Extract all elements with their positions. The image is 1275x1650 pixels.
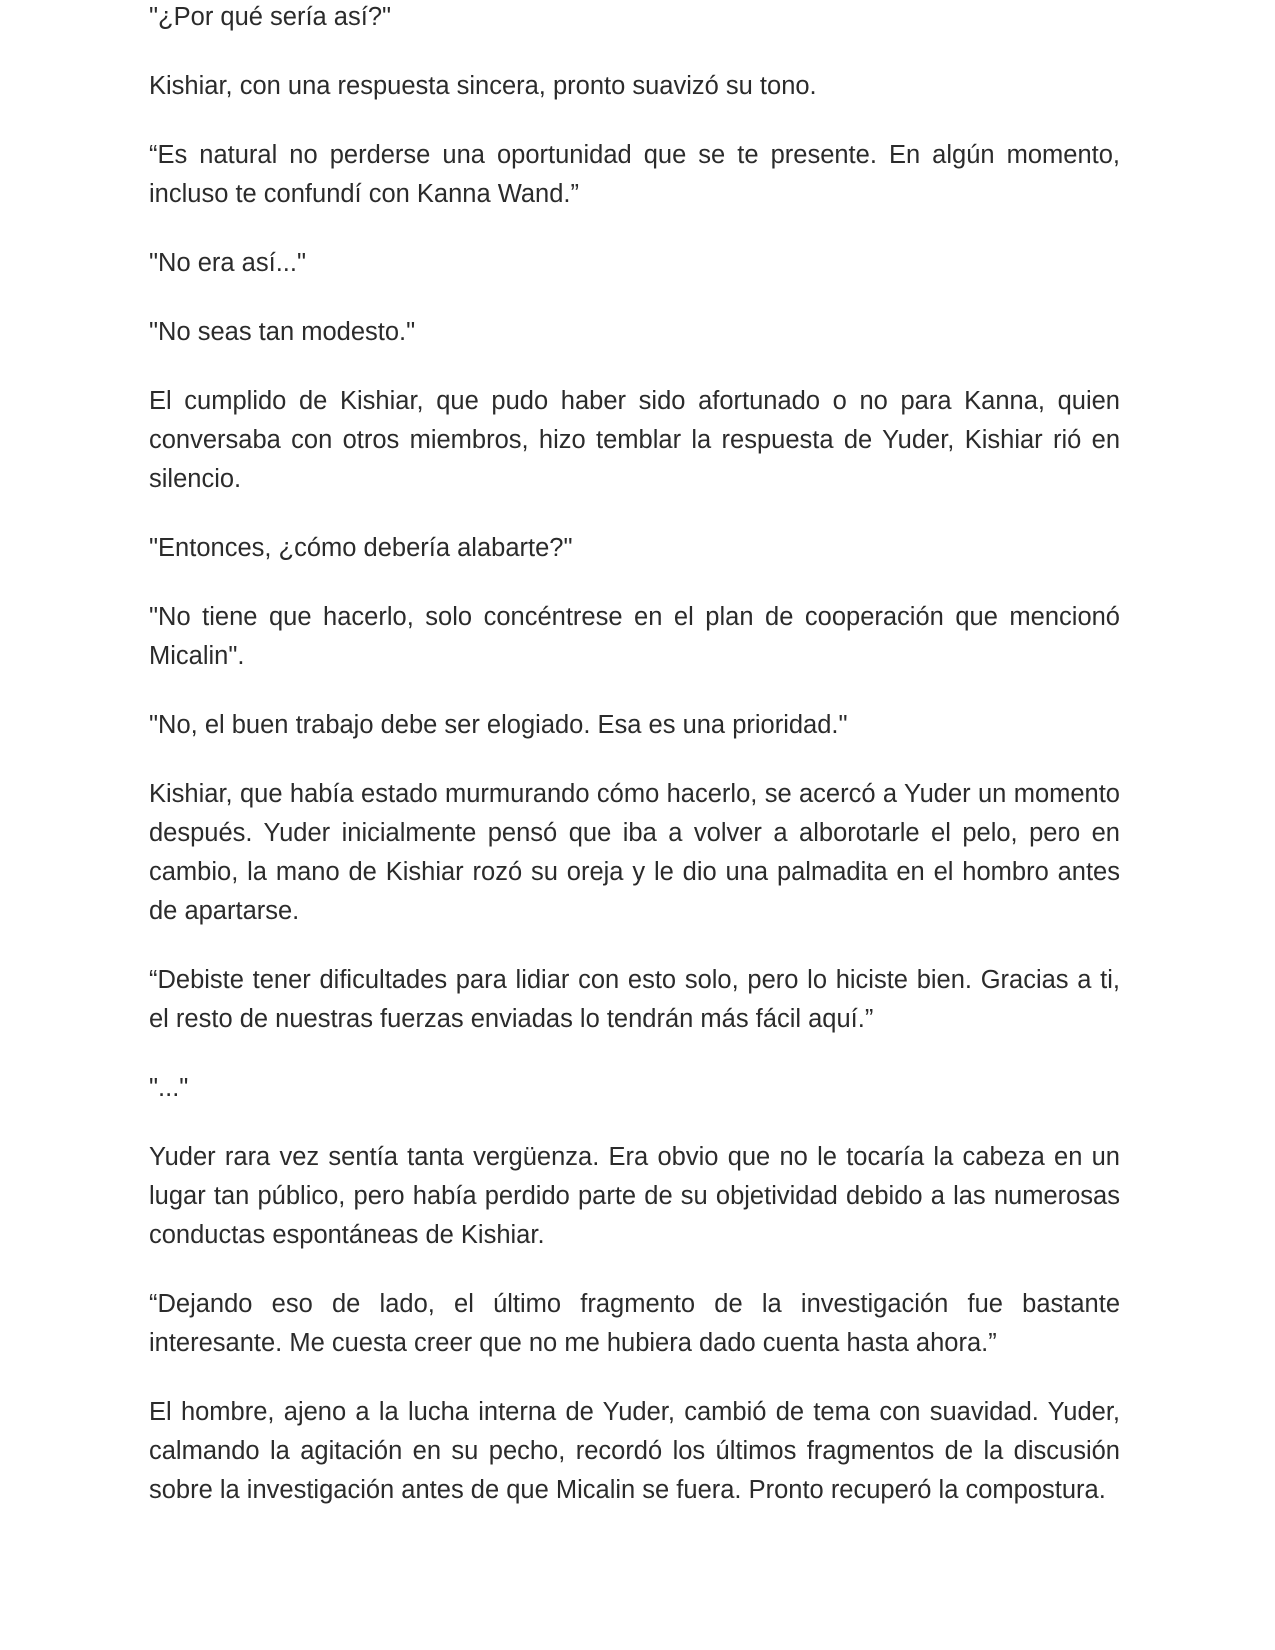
paragraph: "¿Por qué sería así?" (149, 3, 392, 31)
paragraph: Kishiar, que había estado murmurando cómo hacerlo, se acercó a Yuder un momento después. Yuder inicialmente pensó que iba a volver a alborotarle el pelo, pero en cambio, la mano de Kishiar rozó su oreja y le dio una palmadita en el hombro antes de apartarse. (149, 780, 1120, 925)
paragraph: "No tiene que hacerlo, solo concéntrese en el plan de cooperación que mencionó Micalin". (149, 603, 1120, 670)
paragraph: “Es natural no perderse una oportunidad que se te presente. En algún momento, incluso te confundí con Kanna Wand.” (149, 141, 1120, 208)
paragraph: "No seas tan modesto." (149, 318, 416, 346)
paragraph: “Dejando eso de lado, el último fragmento de la investigación fue bastante interesante. Me cuesta creer que no me hubiera dado cuenta hasta ahora.” (149, 1290, 1120, 1357)
paragraph: Kishiar, con una respuesta sincera, pronto suavizó su tono. (149, 72, 817, 100)
document-page (149, 0, 1120, 1540)
paragraph: "Entonces, ¿cómo debería alabarte?" (149, 534, 573, 562)
paragraph: El cumplido de Kishiar, que pudo haber sido afortunado o no para Kanna, quien conversaba con otros miembros, hizo temblar la respuesta de Yuder, Kishiar rió en silencio. (149, 387, 1120, 493)
paragraph: “Debiste tener dificultades para lidiar con esto solo, pero lo hiciste bien. Gracias a ti, el resto de nuestras fuerzas enviadas lo tendrán más fácil aquí.” (149, 966, 1120, 1033)
paragraph: "..." (149, 1074, 189, 1102)
paragraph: El hombre, ajeno a la lucha interna de Yuder, cambió de tema con suavidad. Yuder, calmando la agitación en su pecho, recordó los últimos fragmentos de la discusión sobre la investigación antes de que Micalin se fuera. Pronto recuperó la compostura. (149, 1398, 1120, 1504)
paragraph: "No, el buen trabajo debe ser elogiado. Esa es una prioridad." (149, 711, 848, 739)
paragraph: "No era así..." (149, 249, 306, 277)
paragraph: Yuder rara vez sentía tanta vergüenza. Era obvio que no le tocaría la cabeza en un lugar tan público, pero había perdido parte de su objetividad debido a las numerosas conductas espontáneas de Kishiar. (149, 1143, 1120, 1249)
